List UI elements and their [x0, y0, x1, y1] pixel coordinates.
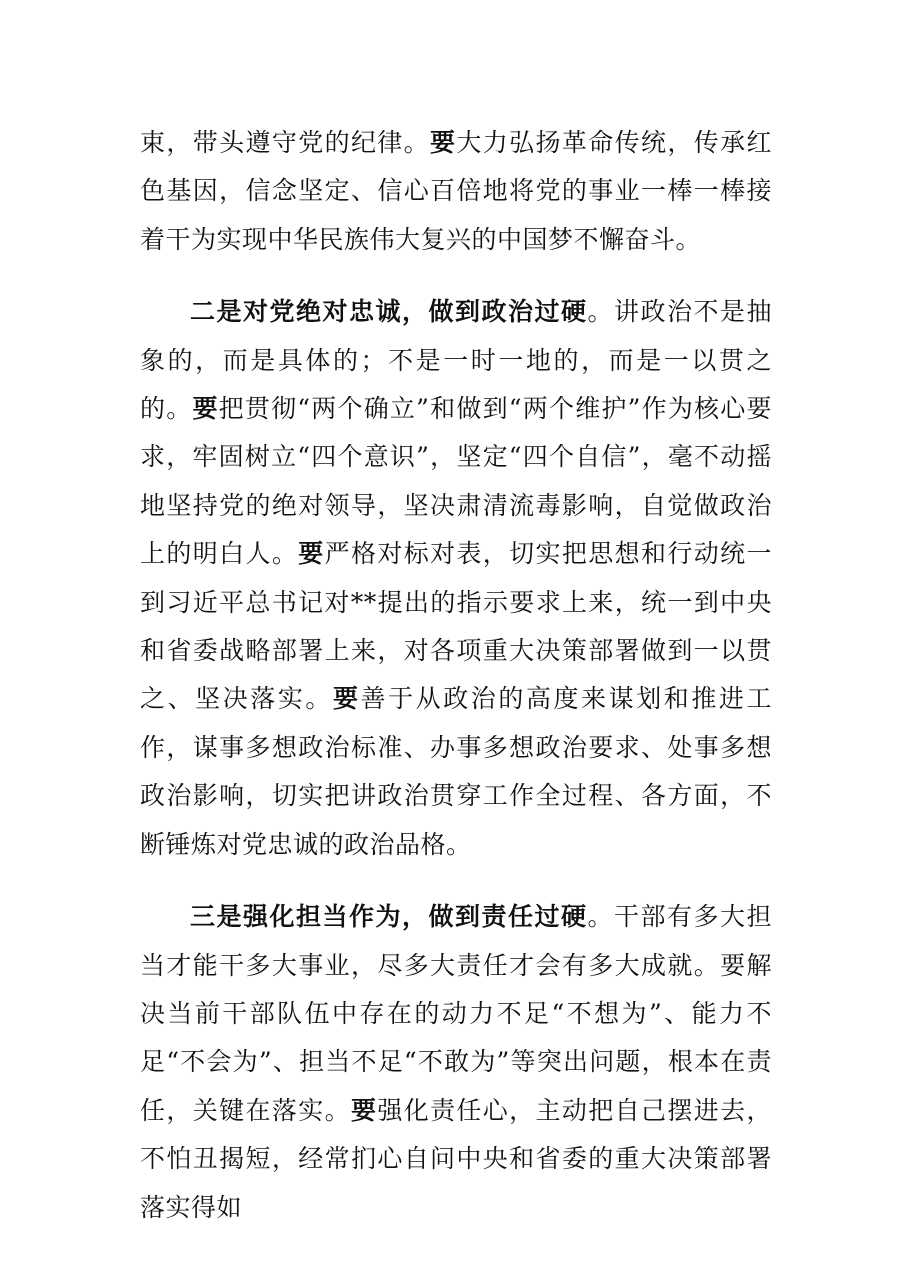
- paragraph-text: 大力弘扬革命传统，传承红色基因，信念坚定、信心百倍地将党的事业一棒一棒接着干为实现中华民族伟大复兴的中国梦不懈奋斗。: [140, 128, 772, 254]
- paragraph-emphasis: 要: [298, 539, 325, 569]
- paragraph-text: 严格对标对表，切实把思想和行动统一到习近平总书记对**提出的指示要求上来，统一到中央和省委战略部署上来，对各项重大决策部署做到一以贯之、坚决落实。: [140, 539, 772, 714]
- paragraph-text: 。干部有多大担当才能干多大事业，尽多大责任才会有多大成就。要解决当前干部队伍中存在的动力不足“不想为”、能力不足“不会为”、担当不足“不敢为”等突出问题，根本在责任，关键在落实。: [140, 902, 772, 1125]
- paragraph-emphasis: 要: [332, 684, 361, 714]
- paragraph-heading: 二是对党绝对忠诚，做到政治过硬: [190, 297, 588, 327]
- paragraph-text: 强化责任心，主动把自己摆进去，不怕丑揭短，经常扪心自问中央和省委的重大决策部署落实得如: [140, 1095, 772, 1222]
- paragraph-text: 善于从政治的高度来谋划和推进工作，谋事多想政治标准、办事多想政治要求、处事多想政治影响，切实把讲政治贯穿工作全过程、各方面，不断锤炼对党忠诚的政治品格。: [140, 684, 772, 859]
- paragraph-3: [140, 893, 772, 1232]
- paragraph-2: [140, 288, 772, 869]
- paragraph-emphasis: 要: [430, 128, 457, 157]
- paragraph-heading: 三是强化担当作为，做到责任过硬: [190, 902, 588, 932]
- paragraph-text: 束，带头遵守党的纪律。: [140, 128, 431, 157]
- paragraph-1: [140, 119, 772, 264]
- paragraph-emphasis: 要: [350, 1095, 378, 1125]
- paragraph-text: 。讲政治不是抽象的，而是具体的；不是一时一地的，而是一以贯之的。: [140, 297, 772, 424]
- paragraph-text: 把贯彻“两个确立”和做到“两个维护”作为核心要求，牢固树立“四个意识”，坚定“四个自信”，毫不动摇地坚持党的绝对领导，坚决肃清流毒影响，自觉做政治上的明白人。: [140, 394, 772, 569]
- paragraph-emphasis: 要: [192, 394, 219, 424]
- document-body: [140, 119, 772, 1232]
